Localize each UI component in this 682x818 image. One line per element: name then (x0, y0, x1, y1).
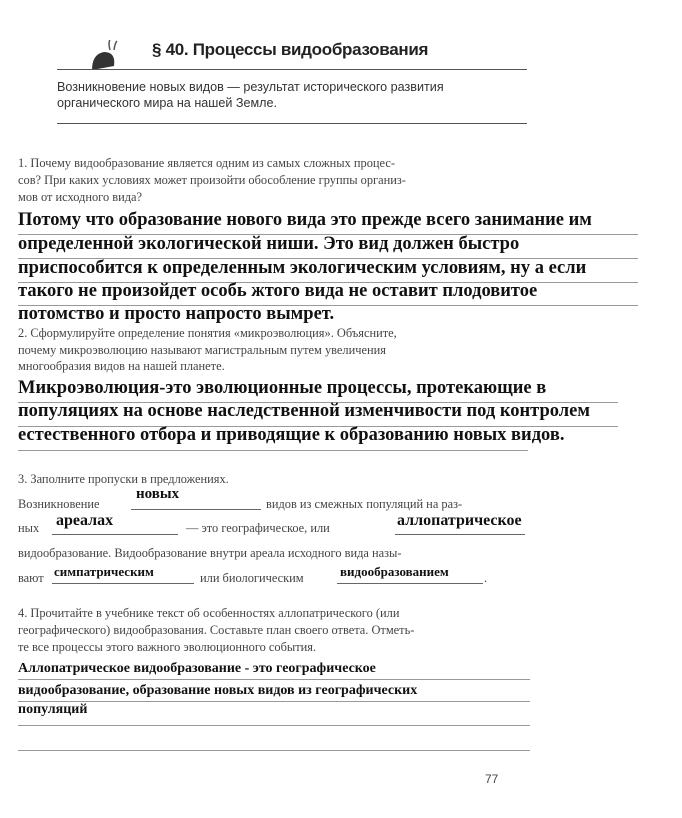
q1-question: 1. Почему видообразование является одним из самых сложных процес- (18, 156, 395, 170)
q1-answer-line: определенной экологической ниши. Это вид должен быстро (18, 234, 520, 254)
q3-text: ных (18, 521, 40, 535)
q1-question: сов? При каких условиях может произойти обособление группы организ- (18, 173, 406, 187)
q1-answer-line: такого не произойдет особь жтого вида не оставит плодовитое (18, 281, 538, 301)
page-number: 77 (485, 772, 499, 786)
q4-answer-line: популяций (18, 702, 88, 717)
fill-5: видообразованием (340, 564, 449, 579)
q1-answer-line: Потому что образование нового вида это прежде всего занимание им (18, 210, 592, 230)
fill-3: аллопатрическое (397, 512, 522, 529)
answer-rule (18, 701, 530, 702)
blank-5 (337, 583, 483, 584)
answer-rule (18, 725, 530, 726)
q3-text: видов из смежных популяций на раз- (266, 497, 463, 511)
q1-question: мов от исходного вида? (18, 190, 143, 204)
intro-line: Возникновение новых видов — результат исторического развития (57, 80, 444, 94)
fill-4: симпатрическим (54, 564, 154, 579)
q3-text: вают (18, 571, 44, 585)
q3-text: . (484, 571, 488, 585)
fill-1: новых (136, 486, 180, 502)
q2-question: почему микроэволюцию называют магистральным путем увеличения (18, 343, 386, 357)
q4-question: 4. Прочитайте в учебнике текст об особенностях аллопатрического (или (18, 606, 400, 620)
answer-rule (18, 450, 528, 451)
fill-2: ареалах (56, 512, 114, 529)
answer-rule (18, 750, 530, 751)
blank-3 (395, 534, 525, 535)
page-title: § 40. Процессы видообразования (152, 40, 429, 59)
q2-question: 2. Сформулируйте определение понятия «микроэволюция». Объясните, (18, 326, 397, 340)
q4-question: те все процессы этого важного эволюционного события. (18, 640, 317, 654)
q3-text: или биологическим (200, 571, 304, 585)
q3-question: 3. Заполните пропуски в предложениях. (18, 472, 229, 486)
q3-text: — это географическое, или (186, 521, 330, 535)
title-rule (57, 69, 527, 70)
q1-answer-line: потомство и просто напросто вымрет. (18, 304, 335, 324)
q1-answer-line: приспособится к определенным экологическим условиям, ну а если (18, 258, 587, 278)
q2-answer-line: естественного отбора и приводящие к образованию новых видов. (18, 425, 565, 445)
intro-line: органического мира на нашей Земле. (57, 96, 278, 110)
answer-rule (18, 679, 530, 680)
intro-rule (57, 123, 527, 124)
q2-answer-line: популяциях на основе наследственной изменчивости под контролем (18, 401, 590, 421)
blank-1 (131, 509, 261, 510)
q3-text: видообразование. Видообразование внутри ареала исходного вида назы- (18, 546, 402, 560)
q3-text: Возникновение (18, 497, 100, 511)
q2-answer-line: Микроэволюция-это эволюционные процессы, протекающие в (18, 378, 547, 398)
q2-question: многообразия видов на нашей планете. (18, 359, 225, 373)
q4-question: географического) видообразования. Составьте план своего ответа. Отметь- (18, 623, 415, 637)
blank-2 (52, 534, 178, 535)
q4-answer-line: видообразование, образование новых видов из географических (18, 683, 418, 698)
blank-4 (52, 583, 194, 584)
q4-answer-line: Аллопатрическое видообразование - это географическое (18, 661, 376, 676)
